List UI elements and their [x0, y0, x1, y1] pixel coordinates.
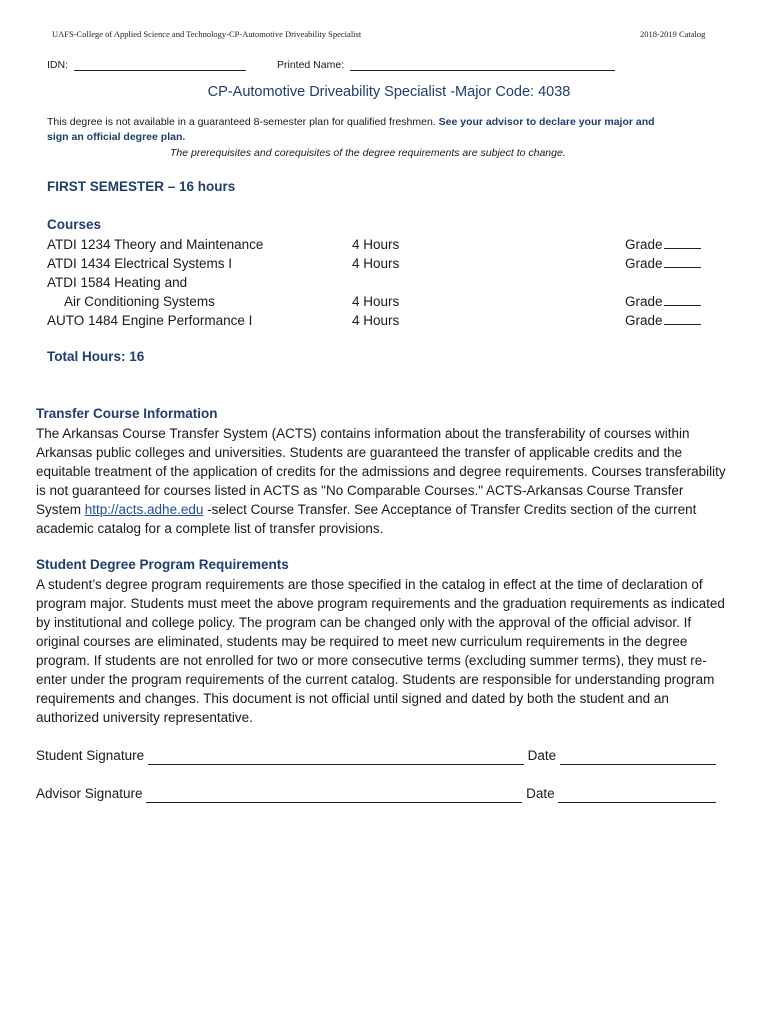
date-label: Date [527, 748, 557, 763]
grade-label: Grade [625, 294, 663, 309]
grade-label: Grade [625, 256, 663, 271]
transfer-paragraph [36, 424, 726, 538]
course-hours: 4 Hours [352, 237, 400, 252]
intro-emphasis-2: sign an official degree plan. [47, 131, 186, 143]
header-catalog-year: 2018-2019 Catalog [640, 29, 706, 39]
student-signature-row [36, 746, 716, 765]
student-signature-label: Student Signature [36, 748, 145, 763]
printed-name-label: Printed Name: [277, 59, 345, 71]
acts-link[interactable]: http://acts.adhe.edu [84, 502, 204, 517]
page-title: CP-Automotive Driveability Specialist -Major Code: 4038 [207, 84, 571, 100]
grade-input-line[interactable] [664, 255, 701, 268]
course-name: ATDI 1584 Heating and [47, 275, 188, 290]
intro-text: This degree is not available in a guaranteed 8-semester plan for qualified freshmen. [47, 116, 436, 128]
transfer-text-continued: -select Course Transfer. See Acceptance of Transfer Credits section of the current academic catalog for a complete list of transfer provisions. [36, 502, 697, 536]
grade-input-line[interactable] [664, 312, 701, 325]
course-grade [625, 235, 701, 254]
student-signature-line[interactable] [148, 750, 524, 765]
advisor-signature-label: Advisor Signature [36, 786, 143, 801]
intro-emphasis-1: See your advisor to declare your major and [438, 116, 655, 128]
course-grade [625, 311, 701, 330]
advisor-signature-row [36, 784, 716, 803]
advisor-date-line[interactable] [558, 788, 716, 803]
course-name: ATDI 1434 Electrical Systems I [47, 256, 233, 271]
transfer-text: The Arkansas Course Transfer System (ACTS) contains information about the transferability of courses within Arkansas public colleges and universities. Students are guaranteed the transfer of applicable credits and the equitable treatment of the application of credits for the admissions and degree requirements. Courses transferability is not guaranteed for courses listed in ACTS as "No Comparable Courses." ACTS-Arkansas Course Transfer System [36, 426, 726, 517]
grade-label: Grade [625, 313, 663, 328]
advisor-signature-line[interactable] [146, 788, 522, 803]
course-name: ATDI 1234 Theory and Maintenance [47, 237, 264, 252]
idn-field [47, 59, 246, 71]
printed-name-field [277, 59, 615, 71]
intro-line-1 [47, 116, 655, 128]
date-label: Date [526, 786, 555, 801]
printed-name-input-line[interactable] [350, 60, 615, 71]
course-hours: 4 Hours [352, 256, 400, 271]
course-hours: 4 Hours [352, 294, 400, 309]
semester-heading: FIRST SEMESTER – 16 hours [47, 179, 236, 194]
intro-note: The prerequisites and corequisites of the degree requirements are subject to change. [170, 147, 566, 159]
header-program-name: UAFS-College of Applied Science and Technology-CP-Automotive Driveability Specialist [52, 29, 362, 39]
courses-heading: Courses [47, 217, 102, 232]
grade-input-line[interactable] [664, 293, 701, 306]
course-name: AUTO 1484 Engine Performance I [47, 313, 253, 328]
idn-input-line[interactable] [74, 60, 246, 71]
requirements-heading: Student Degree Program Requirements [36, 557, 289, 572]
idn-label: IDN: [47, 59, 68, 71]
grade-label: Grade [625, 237, 663, 252]
course-name-continued: Air Conditioning Systems [64, 294, 215, 309]
course-hours: 4 Hours [352, 313, 400, 328]
grade-input-line[interactable] [664, 236, 701, 249]
total-hours: Total Hours: 16 [47, 349, 145, 364]
requirements-paragraph: A student’s degree program requirements are those specified in the catalog in effect at the time of declaration of program major. Students must meet the above program requirements and the graduation requirements as indicated by institutional and college policy. The program can be changed only with the approval of the official advisor. If original courses are eliminated, students may be required to meet new curriculum requirements in the degree program. If students are not enrolled for two or more consecutive terms (excluding summer terms), they must re-enter under the program requirements of the current catalog. Students are responsible for understanding program requirements and changes. This document is not official until signed and dated by both the student and an authorized university representative. [36, 577, 725, 725]
transfer-heading: Transfer Course Information [36, 406, 218, 421]
course-grade [625, 292, 701, 311]
student-date-line[interactable] [560, 750, 716, 765]
course-grade [625, 254, 701, 273]
